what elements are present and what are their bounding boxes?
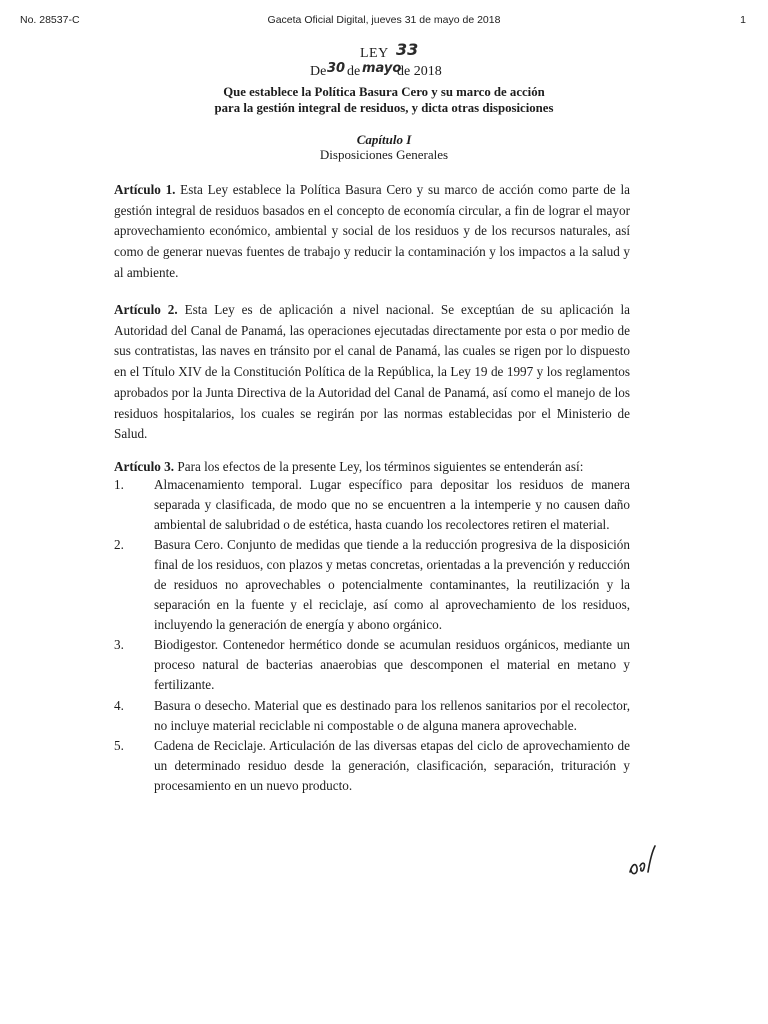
list-item (114, 535, 630, 634)
date-prefix: De (310, 64, 327, 79)
definition-text: Almacenamiento temporal. Lugar específico para depositar los residuos de manera separada y clasificada, de modo que no se encuentren a la intemperie y no causen daño ambiental de salubridad o de estética, hasta cuando los recolectores retiren el material. (154, 477, 630, 532)
handwritten-initials-icon (624, 842, 664, 882)
date-day-handwritten: 30 (327, 61, 346, 76)
definitions-list (114, 475, 630, 797)
date-mid: de (347, 64, 361, 79)
list-item (114, 475, 630, 534)
article-1 (114, 180, 630, 284)
law-title-line-2: para la gestión integral de residuos, y dicta otras disposiciones (214, 101, 554, 115)
page-number: 1 (740, 14, 746, 26)
definition-number: 5. (114, 738, 124, 754)
definition-number: 1. (114, 477, 124, 492)
gazette-header (20, 14, 748, 30)
chapter-title: Capítulo I (356, 132, 412, 147)
list-item (114, 635, 630, 694)
law-date (0, 62, 768, 82)
article-2 (114, 300, 630, 445)
chapter-heading (0, 132, 768, 162)
definition-number: 2. (114, 537, 124, 553)
date-year: de 2018 (397, 64, 442, 79)
list-item (114, 736, 630, 795)
definition-text: Cadena de Reciclaje. Articulación de las diversas etapas del ciclo de aprovechamiento de un determinado residuo desde la generación, clasificación, separación, trituración y procesamiento en un nuevo producto. (154, 738, 630, 793)
list-item (114, 696, 630, 736)
gazette-number: No. 28537-C (20, 14, 80, 26)
law-title-line-1: Que establece la Política Basura Cero y su marco de acción (223, 85, 545, 99)
definition-number: 3. (114, 637, 124, 653)
article-1-text: Esta Ley establece la Política Basura Cero y su marco de acción como parte de la gestión integral de residuos basados en el concepto de economía circular, a fin de lograr el mayor aprovechamiento económico, ambiental y social de los residuos y de los recursos naturales, así como de generar nuevas fuentes de trabajo y reducir la contaminación y los impactos a la salud y al ambiente. (114, 182, 630, 280)
law-heading (0, 40, 768, 82)
definition-number: 4. (114, 697, 124, 713)
article-1-label: Artículo 1. (114, 182, 176, 197)
date-month-handwritten: mayo (362, 61, 402, 76)
article-3-text: Para los efectos de la presente Ley, los términos siguientes se entenderán así: (177, 459, 584, 474)
article-3-label: Artículo 3. (114, 459, 175, 474)
definition-text: Basura Cero. Conjunto de medidas que tiende a la reducción progresiva de la disposición final de los residuos, con plazos y metas concretas, orientadas a la prevención y reducción de residuos no aprovechables o potencialmente contaminantes, la reutilización y la separación en la fuente y el reciclaje, así como al aprovechamiento de los residuos, incluyendo la generación de energía y abono orgánico. (154, 537, 630, 632)
article-2-label: Artículo 2. (114, 302, 178, 317)
law-number-handwritten: 33 (396, 40, 419, 59)
chapter-subtitle: Disposiciones Generales (319, 147, 449, 162)
definition-text: Biodigestor. Contenedor hermético donde se acumulan residuos orgánicos, mediante un proceso natural de bacterias anaerobias que descomponen el material en metano y fertilizante. (154, 637, 630, 692)
law-label: LEY (360, 46, 389, 61)
law-title (0, 84, 768, 116)
definition-text: Basura o desecho. Material que es destinado para los rellenos sanitarios por el recolector, no incluye material reciclable ni compostable o de alguna manera aprovechable. (154, 697, 630, 733)
gazette-title: Gaceta Oficial Digital, jueves 31 de mayo de 2018 (267, 14, 501, 26)
article-2-text: Esta Ley es de aplicación a nivel nacional. Se exceptúan de su aplicación la Autoridad del Canal de Panamá, las operaciones ejecutadas directamente por esta o por medio de sus contratistas, las naves en tránsito por el canal de Panamá, las cuales se rigen por lo dispuesto en el Título XIV de la Constitución Política de la República, la Ley 19 de 1997 y los reglamentos aprobados por la Junta Directiva de la Autoridad del Canal de Panamá, así como el manejo de los residuos hospitalarios, los cuales se regirán por las normas establecidas por el Ministerio de Salud. (114, 302, 630, 442)
